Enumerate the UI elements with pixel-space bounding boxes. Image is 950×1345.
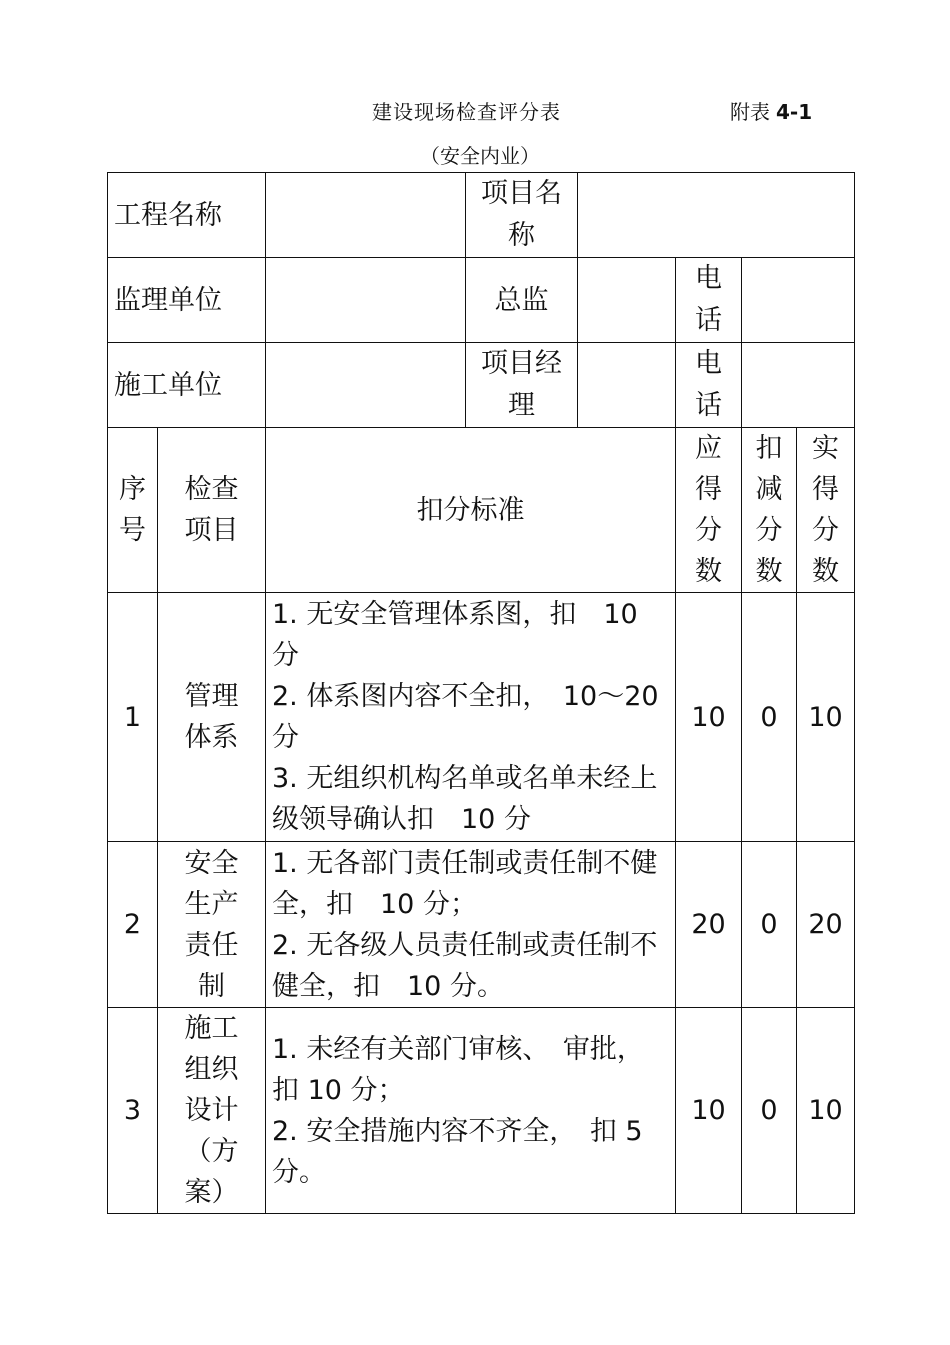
row-deduct: 0 — [742, 1008, 797, 1214]
row-actual: 10 — [797, 1008, 855, 1214]
phone-value-1[interactable] — [742, 258, 855, 343]
row-deduct: 0 — [742, 593, 797, 842]
criteria-line: 1. 无安全管理体系图，扣 10 分 — [272, 599, 638, 671]
row-actual: 10 — [797, 593, 855, 842]
phone-label-2: 电话 — [676, 343, 742, 428]
score-table — [107, 172, 855, 1214]
col-criteria-header: 扣分标准 — [266, 428, 676, 593]
item-name-value[interactable] — [578, 173, 855, 258]
row-item: 管理体系 — [158, 593, 266, 842]
criteria-line: 2. 安全措施内容不齐全， 扣 5 分。 — [272, 1115, 643, 1188]
form-subtitle: （安全内业） — [420, 144, 540, 168]
col-actual-header: 实得分数 — [797, 428, 855, 593]
project-manager-value[interactable] — [578, 343, 676, 428]
row-item: 施工组织设计（方案） — [158, 1008, 266, 1214]
construction-unit-value[interactable] — [266, 343, 466, 428]
col-seq-header: 序号 — [108, 428, 158, 593]
table-row — [108, 1008, 855, 1214]
criteria-line: 3. 无组织机构名单或名单未经上级领导确认扣 10 分 — [272, 763, 658, 835]
row-criteria — [266, 593, 676, 842]
appendix-label — [730, 96, 812, 125]
appendix-number: 4-1 — [776, 100, 813, 124]
appendix-text: 附表 — [730, 100, 770, 124]
row-criteria — [266, 842, 676, 1008]
row-seq: 1 — [108, 593, 158, 842]
phone-value-2[interactable] — [742, 343, 855, 428]
row-deduct: 0 — [742, 842, 797, 1008]
row-item: 安全生产责任制 — [158, 842, 266, 1008]
project-name-value[interactable] — [266, 173, 466, 258]
col-deduct-header: 扣减分数 — [742, 428, 797, 593]
info-row-project — [108, 173, 855, 258]
info-row-construction — [108, 343, 855, 428]
criteria-line: 2. 无各级人员责任制或责任制不健全，扣 10 分。 — [272, 929, 658, 1002]
row-seq: 2 — [108, 842, 158, 1008]
criteria-line: 2. 体系图内容不全扣， 10～20 分 — [272, 681, 659, 753]
criteria-line: 1. 未经有关部门审核、 审批，扣 10 分； — [272, 1033, 644, 1106]
construction-unit-label: 施工单位 — [108, 343, 266, 428]
criteria-line: 1. 无各部门责任制或责任制不健全，扣 10 分； — [272, 847, 658, 920]
info-row-supervisor — [108, 258, 855, 343]
row-criteria — [266, 1008, 676, 1214]
row-seq: 3 — [108, 1008, 158, 1214]
table-row — [108, 593, 855, 842]
project-manager-label: 项目经理 — [466, 343, 578, 428]
supervisor-unit-label: 监理单位 — [108, 258, 266, 343]
row-full-score: 20 — [676, 842, 742, 1008]
supervisor-unit-value[interactable] — [266, 258, 466, 343]
column-header-row — [108, 428, 855, 593]
col-full-score-header: 应得分数 — [676, 428, 742, 593]
row-actual: 20 — [797, 842, 855, 1008]
phone-label-1: 电话 — [676, 258, 742, 343]
table-row — [108, 842, 855, 1008]
row-full-score: 10 — [676, 593, 742, 842]
form-title: 建设现场检查评分表 — [372, 100, 561, 124]
project-name-label: 工程名称 — [108, 173, 266, 258]
row-full-score: 10 — [676, 1008, 742, 1214]
chief-supervisor-label: 总监 — [466, 258, 578, 343]
chief-supervisor-value[interactable] — [578, 258, 676, 343]
col-item-header: 检查项目 — [158, 428, 266, 593]
item-name-label: 项目名称 — [466, 173, 578, 258]
